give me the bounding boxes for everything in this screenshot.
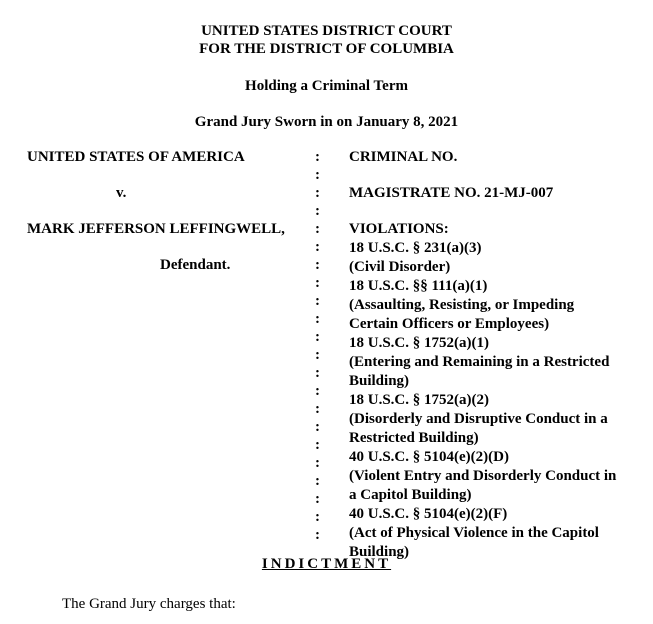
versus-label: v. (116, 185, 127, 201)
violation-line: 40 U.S.C. § 5104(e)(2)(D) (349, 449, 509, 465)
plaintiff-name: UNITED STATES OF AMERICA (27, 149, 245, 165)
violation-line: (Act of Physical Violence in the Capitol (349, 525, 599, 541)
violation-line: (Assaulting, Resisting, or Impeding (349, 297, 575, 313)
colon-separator: : (315, 347, 320, 363)
colon-separator: : (315, 149, 320, 165)
colon-separator: : (315, 473, 320, 489)
violation-line: (Civil Disorder) (349, 259, 451, 275)
violation-line: 18 U.S.C. § 1752(a)(2) (349, 392, 489, 408)
colon-separator: : (315, 311, 320, 327)
magistrate-number: MAGISTRATE NO. 21-MJ-007 (349, 185, 554, 201)
colon-separator: : (315, 527, 320, 543)
violations-list (349, 239, 616, 562)
colon-separator: : (315, 293, 320, 309)
colon-separator: : (315, 185, 320, 201)
defendant-name: MARK JEFFERSON LEFFINGWELL, (27, 221, 285, 237)
violation-line: Certain Officers or Employees) (349, 316, 550, 332)
violation-line: (Disorderly and Disruptive Conduct in a (349, 411, 608, 427)
indictment-title: INDICTMENT (261, 556, 392, 572)
colon-separator: : (315, 419, 320, 435)
colon-separator: : (315, 275, 320, 291)
body-text: The Grand Jury charges that: (62, 596, 236, 612)
violations-block (349, 220, 616, 562)
colon-separator: : (315, 437, 320, 453)
violation-line: 18 U.S.C. §§ 111(a)(1) (349, 278, 488, 294)
violation-line: (Violent Entry and Disorderly Conduct in (349, 468, 617, 484)
colon-separator: : (315, 203, 320, 219)
violation-line: 18 U.S.C. § 231(a)(3) (349, 240, 482, 256)
criminal-term: Holding a Criminal Term (245, 78, 408, 94)
violation-line: a Capitol Building) (349, 487, 472, 503)
colon-separator: : (315, 329, 320, 345)
violation-line: (Entering and Remaining in a Restricted (349, 354, 610, 370)
colon-separator: : (315, 221, 320, 237)
court-name-line1: UNITED STATES DISTRICT COURT (201, 23, 452, 39)
colon-separator: : (315, 365, 320, 381)
colon-separator: : (315, 491, 320, 507)
violation-line: Building) (349, 544, 410, 560)
colon-separator: : (315, 455, 320, 471)
defendant-label: Defendant. (160, 257, 231, 273)
grand-jury-line: Grand Jury Sworn in on January 8, 2021 (194, 114, 459, 130)
violations-heading: VIOLATIONS: (349, 221, 449, 237)
colon-separator: : (315, 401, 320, 417)
colon-separator: : (315, 257, 320, 273)
colon-separator: : (315, 383, 320, 399)
colon-separator: : (315, 509, 320, 525)
violation-line: 40 U.S.C. § 5104(e)(2)(F) (349, 506, 508, 522)
colon-separator: : (315, 167, 320, 183)
criminal-number: CRIMINAL NO. (349, 149, 458, 165)
violation-line: 18 U.S.C. § 1752(a)(1) (349, 335, 489, 351)
violation-line: Restricted Building) (349, 430, 479, 446)
violation-line: Building) (349, 373, 410, 389)
court-name-line2: FOR THE DISTRICT OF COLUMBIA (199, 41, 454, 57)
colon-separator: : (315, 239, 320, 255)
